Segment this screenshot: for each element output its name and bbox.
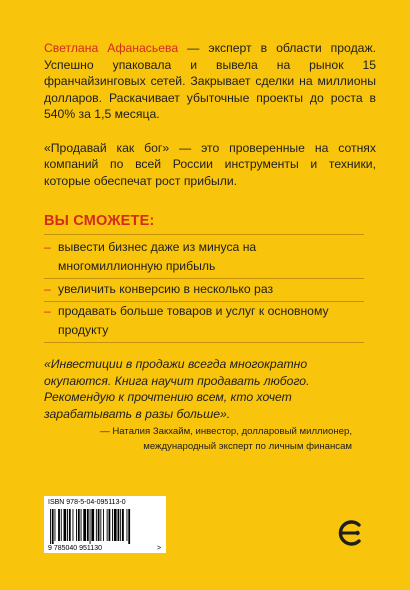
barcode-image <box>44 496 166 553</box>
barcode-bar <box>109 509 111 541</box>
barcode-bar <box>83 509 86 541</box>
barcode-bar <box>50 509 51 544</box>
barcode-bar <box>58 509 60 541</box>
attribution-line-1: — Наталия Закхайм, инвестор, долларовый миллионер, <box>100 426 352 437</box>
bullet-marker: – <box>44 240 51 254</box>
barcode-bar <box>64 509 67 541</box>
barcode-bar <box>69 509 71 541</box>
list-item <box>44 238 364 276</box>
section-heading: ВЫ СМОЖЕТЕ: <box>44 213 155 229</box>
isbn-barcode <box>44 496 166 553</box>
barcode-bar <box>61 509 62 541</box>
quote-attribution <box>52 424 352 454</box>
barcode-bar <box>112 509 113 541</box>
testimonial-quote: «Инвестиции в продажи всегда многократно окупаются. Книга научит продавать любого. Рекомендую к прочтению всем, кто хочет зарабатывать в разы больше». <box>44 357 310 421</box>
barcode-bar <box>118 509 120 541</box>
barcode-bar <box>91 509 94 541</box>
barcode-bar <box>81 509 82 541</box>
attribution-line-2: международный эксперт по личным финансам <box>143 441 352 452</box>
barcode-bar <box>100 509 101 541</box>
list-item-text: вывести бизнес даже из минуса на многомиллионную прибыль <box>58 240 257 273</box>
barcode-bar <box>87 509 89 541</box>
barcode-bar <box>120 509 121 541</box>
isbn-label: ISBN 978-5-04-095113-0 <box>48 499 126 506</box>
bullet-marker: – <box>44 304 51 318</box>
intro-paragraph-1-text: — эксперт в области продаж. Успешно упаковала и вывела на рынок 15 франчайзинговых сетей. Закрывает сделки на миллионы долларов. Раскачивает убыточные проекты до роста в 540% за 1,5 месяца. <box>44 41 376 121</box>
publisher-logo-icon <box>335 519 363 547</box>
barcode-bar <box>90 509 91 544</box>
bullet-marker: – <box>44 282 51 296</box>
list-item <box>44 280 364 299</box>
barcode-bar <box>98 509 100 541</box>
barcode-number: 9 785040 951130 <box>48 545 102 552</box>
barcode-bar <box>76 509 77 541</box>
list-item <box>44 302 364 340</box>
intro-paragraph-2: «Продавай как бог» — это проверенные на сотнях компаний по всей России инструменты и техники, которые обеспечат рост прибыли. <box>44 140 376 188</box>
intro-paragraph-1 <box>44 40 376 123</box>
svg-text:>: > <box>157 545 162 552</box>
barcode-bar <box>128 509 130 544</box>
list-item-text: продавать больше товаров и услуг к основному продукту <box>58 304 329 337</box>
intro-text <box>44 40 376 189</box>
barcode-bar <box>55 509 56 541</box>
author-name: Светлана Афанасьева <box>44 41 179 55</box>
barcode-bar <box>114 509 117 541</box>
barcode-bar <box>73 509 74 541</box>
barcode-bar <box>107 509 108 541</box>
divider <box>44 278 364 279</box>
barcode-bar <box>78 509 80 541</box>
divider <box>44 234 364 235</box>
barcode-bar <box>52 509 54 544</box>
barcode-bar <box>67 509 68 541</box>
barcode-bar <box>103 509 104 541</box>
divider <box>44 342 364 343</box>
barcode-bar <box>122 509 124 541</box>
barcode-bar <box>96 509 97 541</box>
barcode-bar <box>127 509 128 541</box>
list-item-text: увеличить конверсию в несколько раз <box>58 282 274 296</box>
